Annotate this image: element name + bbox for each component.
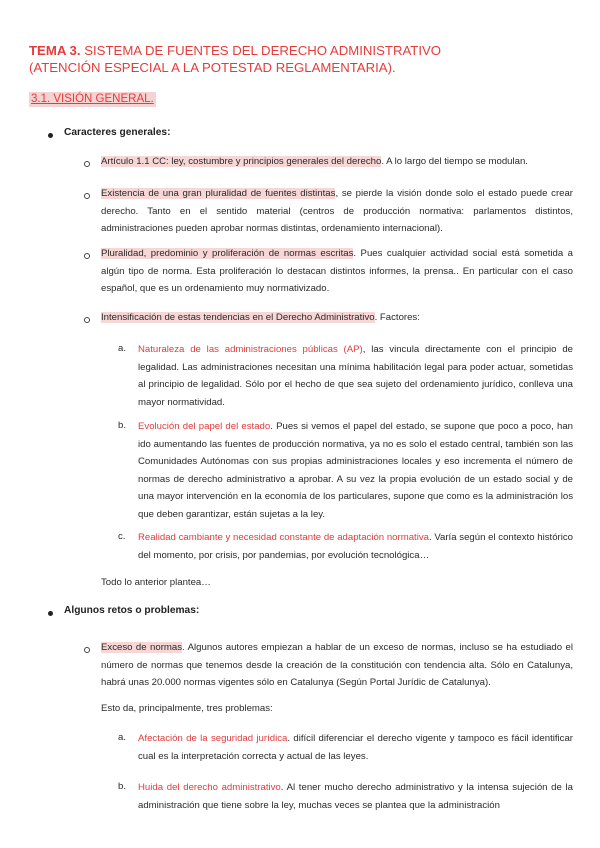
subitem-text: . Al tener mucho derecho administrativo y la intensa sujeción de la administración que tiene sobre la ley, muchas veces se plantea que la administración (138, 782, 574, 811)
bullet-heading-caracteres: Caracteres generales: (64, 127, 171, 138)
title-number: TEMA 3. (29, 43, 81, 58)
item-intensificacion (101, 309, 573, 327)
item-text: . A lo largo del tiempo se modulan. (381, 156, 528, 167)
document-title (29, 42, 569, 76)
subitem-text: . Varía según el contexto histórico del momento, por crisis, por pandemias, por evolución tecnológica… (138, 532, 573, 561)
section-heading: 3.1. VISIÓN GENERAL. (31, 93, 154, 105)
subitem-title: Realidad cambiante y necesidad constante de adaptación normativa (138, 532, 429, 543)
subitem-title: Huida del derecho administrativo (138, 782, 281, 793)
item-normas-escritas (101, 245, 573, 298)
title-line2: (ATENCIÓN ESPECIAL A LA POTESTAD REGLAMENTARIA). (29, 60, 396, 75)
subitem-letter: b. (118, 420, 127, 431)
item-text: , se pierde la visión donde solo el estado puede crear derecho. Tanto en el sentido material (centros de producción normativa: parlamentos distintos, administraciones pueden aprobar normas distintas, ordenamiento internacional). (101, 188, 574, 234)
subitem-title: Naturaleza de las administraciones públicas (AP) (138, 344, 363, 355)
subitem-seguridad (138, 730, 573, 765)
subitem-huida (138, 779, 573, 814)
item-text: . Algunos autores empiezan a hablar de un exceso de normas, incluso se ha estudiado el número de normas que tenemos desde la creación de la constitución con tendencia alta. Sólo en Catalunya, habrá unas 20.000 normas vigentes sólo en Catalunya (Según Portal Jurídic de Catalunya). (101, 642, 574, 688)
bullet-dot (48, 611, 53, 616)
item-highlight: Artículo 1.1 CC: ley, costumbre y principios generales del derecho (101, 156, 382, 167)
subitem-evolucion (138, 418, 573, 523)
subitem-realidad (138, 529, 573, 564)
subitem-naturaleza (138, 341, 573, 411)
closing-text: Todo lo anterior plantea… (101, 577, 211, 588)
subitem-text: . Pues si vemos el papel del estado, se supone que poco a poco, han ido aumentando las fuentes de producción normativa, ya no es solo el estado central, también son las Comunidades Autónomas con sus propias administraciones locales y eso incrementa el número de normas de derecho administrativo a aprobar. A su vez la propia evolución de un estado social y de una mayor intervención en la economía de los particulares, supone que como es la administración los que deben garantizar, están sujetas a la ley. (138, 421, 573, 520)
sub-bullet-ring (84, 253, 90, 259)
bullet-dot (48, 133, 53, 138)
subitem-letter: a. (118, 732, 127, 743)
sub-bullet-ring (84, 161, 90, 167)
sub-bullet-ring (84, 647, 90, 653)
item-highlight: Pluralidad, predominio y proliferación de normas escritas (101, 248, 354, 259)
item-articulo (101, 153, 573, 171)
item-pluralidad-fuentes (101, 185, 573, 238)
subitem-title: Evolución del papel del estado (138, 421, 271, 432)
subitem-text: . difícil diferenciar el derecho vigente y tampoco es fácil identificar cual es la interpretación correcta y actual de las leyes. (138, 733, 573, 762)
item-highlight: Intensificación de estas tendencias en el Derecho Administrativo (101, 312, 375, 323)
subitem-title: Afectación de la seguridad jurídica (138, 733, 288, 744)
item-text: . Factores: (374, 312, 420, 323)
sub-bullet-ring (84, 317, 90, 323)
subitem-letter: b. (118, 781, 127, 792)
item-highlight: Exceso de normas (101, 642, 183, 653)
intro-text: Esto da, principalmente, tres problemas: (101, 703, 273, 714)
item-text: . Pues cualquier actividad social está sometida a algún tipo de norma. Esta proliferación lo destacan distintos informes, la prensa.. En particular con el caso español, que es un ordenamiento muy normativizado. (101, 248, 573, 294)
item-exceso-normas (101, 639, 573, 692)
subitem-text: , las vincula directamente con el principio de legalidad. Las administraciones necesitan una mínima habilitación legal para poder actuar, sometidas al principio de legalidad. Sólo por el hecho de que sea sujeto del ordenamiento jurídico, conlleva una mayor normatividad. (138, 344, 573, 408)
sub-bullet-ring (84, 193, 90, 199)
subitem-letter: c. (118, 531, 126, 542)
item-highlight: Existencia de una gran pluralidad de fuentes distintas (101, 188, 336, 199)
title-line1: SISTEMA DE FUENTES DEL DERECHO ADMINISTRATIVO (80, 43, 442, 58)
subitem-letter: a. (118, 343, 127, 354)
bullet-heading-retos: Algunos retos o problemas: (64, 605, 200, 616)
